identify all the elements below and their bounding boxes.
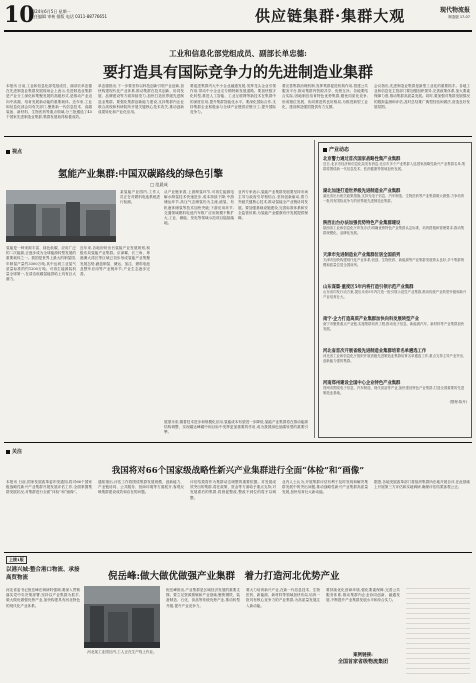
side-item-head: 河南郑州建设全国中心企业特色产业集群	[323, 381, 401, 386]
edition-line: 制造版 17-07	[448, 15, 470, 19]
side-item	[323, 284, 467, 314]
interview-column: 要大力培育新兴产业,在新一代信息技术、生物医药、新能源、新材料等领域加快布局,培育一批具有核心竞争力的产业集群,为高质量发展注入新动能。	[246, 588, 320, 608]
side-item-text: 河北省工业和信息化厅组织开展省级先进制造业集群培育名单遴选工作,重点支持主导产业突出、创新能力强的集群。	[323, 354, 467, 363]
focus2-column: 本报讯 日前,国家发展改革委印发通知,将对66个国家级战略性新兴产业集群开展发展评估工作,全面掌握集群发展状况,对集群进行全面“体检”和“画像”。	[6, 480, 92, 495]
lead-kicker: 工业和信息化部党组成员、副部长单忠德:	[169, 49, 307, 58]
interview-photo	[84, 586, 160, 648]
side-box-title	[323, 146, 467, 153]
side-item-text: 陕西省工业和信息化厅印发办法,明确优势特色产业集群认定标准、培育措施和管理要求,推动集群规模化、品牌化发展。	[323, 226, 465, 235]
focus2-tag-label: 关注	[12, 449, 23, 455]
side-item-text: 南宁市聚焦重点产业链,实施集群培育工程,推动电子信息、新能源汽车、新材料等产业集群加快发展。	[323, 322, 465, 331]
page-number: 10	[4, 2, 35, 28]
interview-photo-image	[84, 586, 160, 648]
side-item	[323, 188, 467, 218]
side-item-text: 山东省印发行动方案,提出未来5年内打造一批引领示范性产业集群,推动传统产业转型升级和新兴产业培育壮大。	[323, 290, 467, 299]
focus2-column: 业内人士认为,开展集群评估有利于及时发现和解决集群发展中的突出问题,推动战略性新兴产业集群高质量发展,加快培育壮大新动能。	[282, 480, 368, 495]
side-box-byline: (整理:陈丹)	[449, 400, 467, 404]
side-item-text: 湖北省出台相关政策措施,支持光电子信息、汽车制造、生物医药等产业集群做大做强,力争培育一批具有国际竞争力的世界级先进制造业集群。	[323, 194, 465, 203]
side-box-list	[319, 156, 471, 405]
interview-headline: 倪岳峰:做大做优做强产业集群 着力打造河北优势产业	[108, 571, 340, 582]
focus-column: 近年来,各地纷纷出台氢能产业发展规划,积极布局氢能产业集群。京津冀、长三角、粤港澳大湾区等区域已初步形成氢能产业集聚发展态势,涵盖制氢、储运、加注、燃料电池及整车应用等产业链环节,产业生态逐步完善。	[80, 246, 150, 277]
lead-column: 本报讯 日前,工业和信息化部党组成员、副部长单忠德在先进制造业集群发展现场会上表示,先进制造业集群是产业分工深化和集聚发展的高级形式,是推动产业迈向中高端、培育发展新动能的重要载体。近年来,工业和信息化部会同有关部门,聚焦新一代信息技术、高端装备、新材料、生物医药等重点领域,分三批遴选了45个国家先进制造业集群,集群发展取得积极成效。	[6, 84, 92, 120]
interview-box-title: 全国首家省级物流集团	[337, 659, 388, 665]
side-box	[318, 142, 472, 438]
side-item	[323, 380, 467, 400]
focus-tag-label: 视点	[12, 149, 23, 155]
focus2-column: 评估结果将作为集群动态调整的重要依据。对发展成效突出的集群,将在政策、资金等方面给予重点支持;对发展滞后的集群,将督促整改,整改不到位的将予以调整。	[190, 480, 276, 500]
focus2-tag	[6, 448, 22, 455]
side-item	[323, 316, 467, 346]
side-item-text: 天津市加快构建现代化产业体系,信创、生物医药、新能源等产业集群发展势头良好,多个集群规模和质量位居全国前列。	[323, 258, 465, 267]
side-item-head: 湖北加速打造世界级先进制造业产业集群	[323, 189, 401, 194]
section-rule	[4, 136, 472, 137]
section-title: 供应链集群·集群大观	[255, 7, 406, 25]
focus-spacer	[154, 246, 160, 434]
side-item-head: 天津市先进制造业产业集群位居全国前列	[323, 253, 401, 258]
column-divider	[314, 140, 315, 438]
lead-column: 会议指出,先进制造业集群是新型工业化的重要抓手。各地工业和信息化主管部门要加强组织领导,完善政策体系,加大要素保障力度,推动集群高质量发展。同时,要加强对集群发展情况的跟踪监测和评估,及时总结推广典型经验和做法,营造良好发展氛围。	[374, 84, 470, 109]
interview-box	[326, 652, 400, 665]
side-item	[323, 220, 467, 250]
header-info-line: 2024年6月5日 星期一	[30, 9, 71, 14]
header-info-line: 责任编辑 审核 排版 电话 0311-88776651	[30, 14, 108, 19]
focus-byline: □ 范晨成	[150, 182, 168, 187]
focus-tag	[6, 148, 22, 155]
side-box-title-label: 产业动态	[329, 147, 350, 153]
interview-column-texture	[406, 588, 470, 678]
interview-photo-caption: 河北某工业园区内,工人正在生产线上作业。	[87, 650, 157, 654]
lead-headline: 要打造具有国际竞争力的先进制造业集群	[102, 63, 373, 81]
header-rule	[4, 30, 472, 32]
focus-photo-image	[6, 190, 116, 242]
interview-side-title: 以港兴城:整合港口物流、承接高贸物流	[6, 567, 80, 581]
interview-column: 河北省委书记倪岳峰在调研时强调,要深入贯彻落实党中央决策部署,坚持以产业集群为抓手,做大做优做强优势产业,加快构建具有河北特色的现代化产业体系。	[6, 588, 80, 608]
section-rule	[4, 552, 472, 553]
lead-column: 要完善集群治理机制,发挥集群促进机构作用,搭建公共服务平台,推动集群内资源共享、优势互补。各地要结合实际,因地制宜培育特色优势集群,避免同质化竞争,形成错位发展、协同推进的良好格局,为推进新型工业化、建设制造强国提供有力支撑。	[282, 84, 368, 109]
interview-column: 倪岳峰指出,产业集群是区域经济发展的重要支撑。要立足资源禀赋和产业基础,聚焦钢铁、装备制造、石化、食品等传统优势产业,推动转型升级,提升产业竞争力。	[166, 588, 240, 608]
interview-box-label: 案例链接:	[353, 653, 373, 658]
focus-photo-caption: 某氢能产业园内,工作人员正在对燃料电池系统进行检测。	[120, 190, 160, 205]
lead-column: 要促进集群内大中小企业融通发展,发挥龙头企业引领作用,带动中小企业走专精特新发展道路。要加快数字化转型,推进人工智能、工业互联网等新技术在集群中的深度应用,提升集群智能化水平。要深化国际合作,支持集群企业积极参与全球产业链供应链分工,提升国际竞争力。	[190, 84, 276, 115]
side-item-head: 北京警力通过首次国家战略性集产业集群	[323, 157, 401, 162]
header-info	[30, 9, 150, 19]
focus2-column: 通知指出,评估工作将围绕集群发展规模、创新能力、产业链协同、公共服务、营商环境等方面展开,客观反映集群建设成效和存在的问题。	[98, 480, 184, 495]
side-item-head: 山东谋篇·重度区5年内将打造引领示范产业集群	[323, 285, 414, 290]
focus-column: 氢能是一种来源丰富、绿色低碳、应用广泛的二次能源,正逐步成为全球能源转型发展的重要载体之一。我国是世界上最大的制氢国,年制氢产量约3300万吨,其中达到工业氢气质量标准的约1200万吨。可再生能源装机量全球第一,在清洁低碳氢能供给上具有巨大潜力。	[6, 246, 76, 282]
lead-column: 单忠德指出,下一步要坚持以科技创新引领产业创新,加快构建现代化产业体系,推动集群在技术创新、协同发展、品牌建设等方面持续发力,加快打造世界级先进制造业集群。要强化集群创新能力建设,支持集群内企业联合高校和科研院所开展关键核心技术攻关,推动创新成果转化和产业化应用。	[98, 84, 184, 115]
side-item-head: 南宁·企力打造高质产业集群加快向科发展转型产业	[323, 317, 420, 322]
side-item-text: 近日,北京市经济和信息化局发布消息,北京市多个产业集群入选国家战略性新兴产业集群名单,集群将围绕新一代信息技术、医药健康等领域加快发展。	[323, 162, 466, 171]
side-item	[323, 252, 467, 282]
interview-column: 要持续优化营商环境,强化要素保障,完善公共服务体系,推动集群内企业协同创新、融通发展,不断提升产业集群发展水平和综合实力。	[326, 588, 400, 603]
side-item-head: 河北省首次开展省级先进制造业集群培育名单遴选工作	[323, 349, 427, 354]
focus2-column: 据悉,各地发展改革部门将组织集群所在地开展自评,在此基础上开展第三方评估和实地调研,确保评估结果客观公正。	[374, 480, 470, 490]
focus-column: 从产业链来看,上游制氢环节,可再生能源电解水制氢技术快速进步,成本持续下降;中游储运环节,高压气态储氢仍为主流,液氢、有机液体储氢等技术加快突破;下游应用环节,交通领域燃料电池汽车推广应用规模不断扩大,工业、储能、发电等领域示范项目陆续落地。	[164, 190, 234, 226]
paper-name: 现代物流报	[439, 7, 470, 14]
focus-headline: 氢能产业集群:中国双碳路线的绿色引擎	[58, 169, 224, 180]
section-rule	[4, 442, 472, 443]
side-item	[323, 348, 467, 378]
focus2-headline: 我国将对66个国家级战略性新兴产业集群进行全面“体检”和“画像”	[111, 466, 365, 476]
side-item-text: 郑州市围绕电子信息、汽车制造、现代食品等产业,加快建设特色产业集群,打造全国重要的先进制造业基地。	[323, 386, 465, 395]
focus-photo	[6, 190, 116, 242]
focus-column: 业内专家表示,氢能产业集群发展要坚持市场主导与政府引导相结合,坚持创新驱动,着力突破关键核心技术,推动氢能全产业链协同发展。要加强基础设施建设,完善标准体系和安全监管体系,为氢能产业健康有序发展提供保障。	[238, 190, 308, 221]
side-item-head: 陕西出台办法加强优势特色产业集群建设	[323, 221, 401, 226]
side-item	[323, 156, 467, 186]
interview-tag: 上接1版	[6, 556, 27, 564]
focus-column: 展望未来,随着技术进步和规模化应用,氢能成本有望进一步降低,氢能产业集群将在推动能源结构调整、实现碳达峰碳中和目标中发挥更加重要的作用,成为我国绿色低碳转型的重要引擎。	[164, 420, 308, 434]
